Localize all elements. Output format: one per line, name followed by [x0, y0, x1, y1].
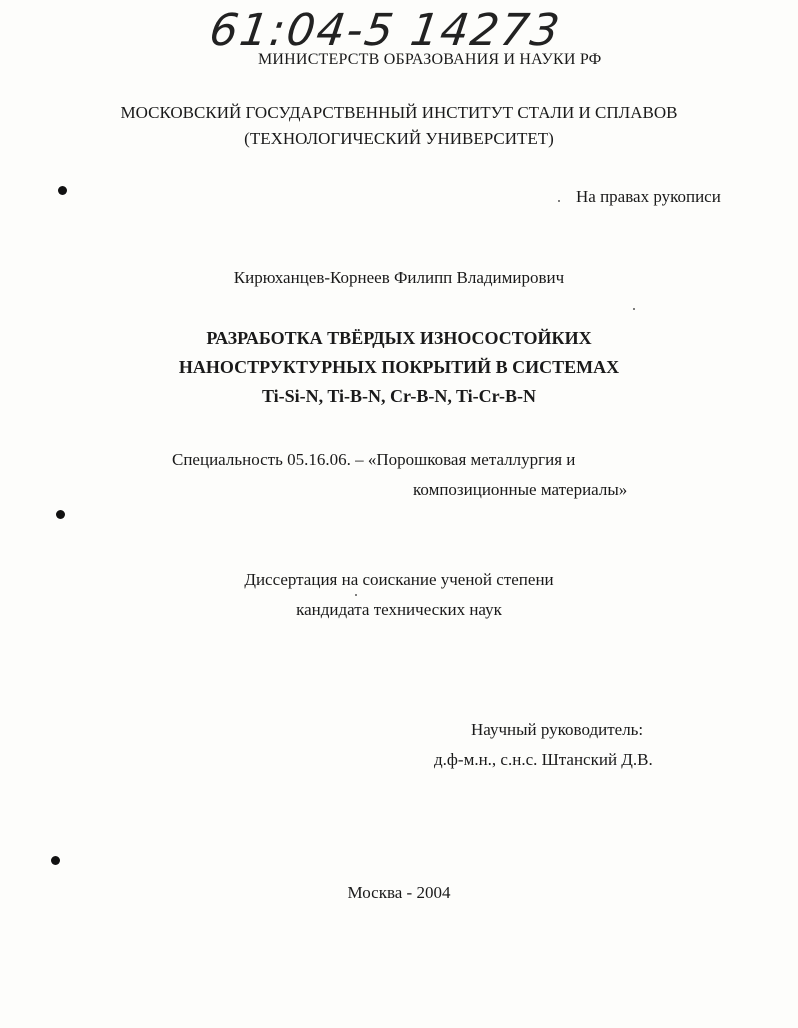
supervisor-name: д.ф-м.н., с.н.с. Штанский Д.В. [434, 750, 653, 769]
specialty-line-2: композиционные материалы» [413, 480, 628, 499]
scan-speck [558, 200, 560, 202]
scan-speck [633, 308, 635, 310]
binding-hole-mark [56, 510, 65, 519]
city-year: Москва - 2004 [347, 883, 451, 902]
degree-line-2: кандидата технических наук [296, 600, 502, 619]
binding-hole-mark [51, 856, 60, 865]
supervisor-label: Научный руководитель: [471, 720, 644, 739]
thesis-title-line-3: Ti-Si-N, Ti-B-N, Cr-B-N, Ti-Cr-B-N [261, 386, 536, 406]
institute-name: МОСКОВСКИЙ ГОСУДАРСТВЕННЫЙ ИНСТИТУТ СТАЛИ И СПЛАВОВ [120, 103, 678, 122]
handwritten-catalog-number: 61:04-5 14273 [206, 5, 565, 56]
manuscript-rights-note: На правах рукописи [576, 187, 721, 206]
ministry-heading: МИНИСТЕРСТВ ОБРАЗОВАНИЯ И НАУКИ РФ [258, 51, 602, 68]
specialty-line-1: Специальность 05.16.06. – «Порошковая металлургия и [172, 450, 576, 469]
author-name: Кирюханцев-Корнеев Филипп Владимирович [233, 268, 565, 287]
binding-hole-mark [58, 186, 67, 195]
thesis-title-line-2: НАНОСТРУКТУРНЫХ ПОКРЫТИЙ В СИСТЕМАХ [178, 357, 620, 377]
institute-subtitle: (ТЕХНОЛОГИЧЕСКИЙ УНИВЕРСИТЕТ) [244, 129, 554, 148]
thesis-title-line-1: РАЗРАБОТКА ТВЁРДЫХ ИЗНОСОСТОЙКИХ [206, 328, 592, 348]
scan-speck [355, 594, 357, 596]
degree-line-1: Диссертация на соискание ученой степени [244, 570, 554, 589]
